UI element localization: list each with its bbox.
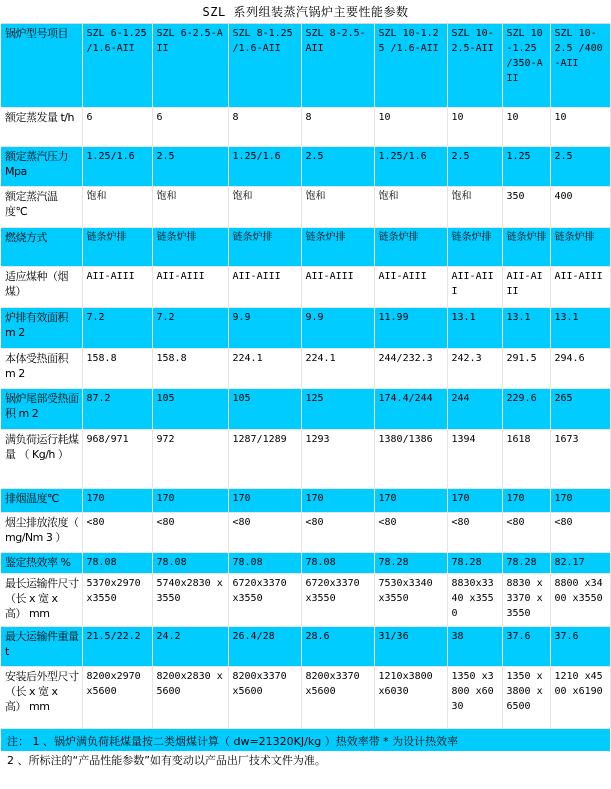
- table-cell: SZL 8-2.5-AII: [301, 24, 374, 107]
- table-cell: 38: [447, 626, 502, 666]
- table-cell: <80: [447, 512, 502, 552]
- row-label: 本体受热面积 m 2: [1, 348, 82, 388]
- table-cell: 1287/1289: [228, 429, 301, 488]
- row-label: 排烟温度℃: [1, 488, 82, 512]
- table-cell: 链条炉排: [301, 227, 374, 266]
- table-cell: 6: [152, 107, 228, 146]
- table-cell: 1.25: [502, 146, 550, 186]
- table-cell: 78.28: [374, 552, 447, 573]
- table-cell: 链条炉排: [228, 227, 301, 266]
- table-row: [1, 666, 610, 728]
- table-row: [1, 186, 610, 227]
- row-label: 安装后外型尺寸（长 x 宽 x 高） mm: [1, 666, 82, 728]
- table-cell: 244: [447, 388, 502, 429]
- table-cell: 链条炉排: [447, 227, 502, 266]
- table-cell: <80: [502, 512, 550, 552]
- table-cell: SZL 6-2.5-AII: [152, 24, 228, 107]
- table-cell: 224.1: [228, 348, 301, 388]
- table-cell: 10: [374, 107, 447, 146]
- table-cell: 350: [502, 186, 550, 227]
- table-cell: 78.08: [228, 552, 301, 573]
- row-label: 最长运输件尺寸（长 x 宽 x 高） mm: [1, 573, 82, 626]
- table-cell: 饱和: [152, 186, 228, 227]
- table-row: [1, 307, 610, 348]
- spec-sheet: [1, 1, 610, 770]
- table-cell: 8: [228, 107, 301, 146]
- table-cell: 170: [228, 488, 301, 512]
- row-label: 额定蒸发量 t/h: [1, 107, 82, 146]
- table-cell: 170: [82, 488, 152, 512]
- table-cell: 链条炉排: [82, 227, 152, 266]
- table-cell: AII-AIII: [550, 266, 610, 307]
- table-cell: 78.08: [301, 552, 374, 573]
- table-cell: 1350 x3800 x6500: [502, 666, 550, 728]
- table-cell: 1293: [301, 429, 374, 488]
- table-cell: 8800 x3400 x3550: [550, 573, 610, 626]
- table-row: [1, 573, 610, 626]
- table-cell: 8200x2830 x5600: [152, 666, 228, 728]
- table-cell: 24.2: [152, 626, 228, 666]
- table-cell: 1.25/1.6: [374, 146, 447, 186]
- table-cell: 125: [301, 388, 374, 429]
- table-cell: 972: [152, 429, 228, 488]
- table-row: [1, 107, 610, 146]
- table-cell: SZL 6-1.25 /1.6-AII: [82, 24, 152, 107]
- table-cell: 21.5/22.2: [82, 626, 152, 666]
- table-row: [1, 227, 610, 266]
- table-cell: 6720x3370 x3550: [228, 573, 301, 626]
- table-cell: 968/971: [82, 429, 152, 488]
- table-cell: 1394: [447, 429, 502, 488]
- notes: [1, 729, 610, 770]
- table-cell: SZL 10-2.5-AII: [447, 24, 502, 107]
- table-cell: 158.8: [152, 348, 228, 388]
- table-cell: 13.1: [447, 307, 502, 348]
- table-cell: 10: [550, 107, 610, 146]
- table-row: [1, 388, 610, 429]
- table-cell: 1210 x4500 x6190: [550, 666, 610, 728]
- table-cell: 105: [152, 388, 228, 429]
- table-cell: 1380/1386: [374, 429, 447, 488]
- table-cell: AII-AIII: [82, 266, 152, 307]
- table-cell: AII-AIII: [502, 266, 550, 307]
- table-cell: 5740x2830 x3550: [152, 573, 228, 626]
- table-cell: 7530x3340 x3550: [374, 573, 447, 626]
- table-cell: <80: [228, 512, 301, 552]
- table-cell: 9.9: [301, 307, 374, 348]
- table-cell: SZL 8-1.25 /1.6-AII: [228, 24, 301, 107]
- table-cell: 5370x2970 x3550: [82, 573, 152, 626]
- table-cell: SZL 10-2.5 /400-AII: [550, 24, 610, 107]
- table-cell: 1.25/1.6: [82, 146, 152, 186]
- table-cell: AII-AIII: [374, 266, 447, 307]
- table-cell: 13.1: [502, 307, 550, 348]
- table-cell: 9.9: [228, 307, 301, 348]
- row-label: 锅炉型号项目: [1, 24, 82, 107]
- table-cell: 26.4/28: [228, 626, 301, 666]
- table-cell: 78.08: [152, 552, 228, 573]
- table-cell: 2.5: [550, 146, 610, 186]
- table-cell: 31/36: [374, 626, 447, 666]
- table-cell: 78.08: [82, 552, 152, 573]
- table-cell: 8200x2970 x5600: [82, 666, 152, 728]
- table-cell: 7.2: [82, 307, 152, 348]
- row-label: 适应煤种（烟煤）: [1, 266, 82, 307]
- row-label: 满负荷运行耗煤量 （ Kg/h ）: [1, 429, 82, 488]
- table-cell: 饱和: [374, 186, 447, 227]
- table-cell: 294.6: [550, 348, 610, 388]
- table-row: [1, 488, 610, 512]
- row-label: 鉴定热效率 %: [1, 552, 82, 573]
- table-cell: AII-AIII: [228, 266, 301, 307]
- row-label: 燃烧方式: [1, 227, 82, 266]
- row-label: 锅炉尾部受热面积 m 2: [1, 388, 82, 429]
- page-title: SZL 系列组装蒸汽锅炉主要性能参数: [1, 1, 610, 24]
- table-cell: 37.6: [550, 626, 610, 666]
- table-cell: 244/232.3: [374, 348, 447, 388]
- table-cell: 2.5: [152, 146, 228, 186]
- table-cell: 链条炉排: [502, 227, 550, 266]
- table-cell: 13.1: [550, 307, 610, 348]
- table-cell: AII-AIII: [152, 266, 228, 307]
- table-cell: 82.17: [550, 552, 610, 573]
- table-cell: 饱和: [228, 186, 301, 227]
- table-cell: 6720x3370 x3550: [301, 573, 374, 626]
- table-cell: 242.3: [447, 348, 502, 388]
- table-cell: 170: [550, 488, 610, 512]
- table-cell: 291.5: [502, 348, 550, 388]
- table-cell: 78.28: [447, 552, 502, 573]
- row-label: 额定蒸汽温度℃: [1, 186, 82, 227]
- table-row: [1, 512, 610, 552]
- row-label: 最大运输件重量 t: [1, 626, 82, 666]
- table-cell: 1673: [550, 429, 610, 488]
- table-cell: 2.5: [301, 146, 374, 186]
- table-row: [1, 24, 610, 107]
- table-cell: <80: [550, 512, 610, 552]
- table-row: [1, 626, 610, 666]
- table-cell: 1350 x3800 x6030: [447, 666, 502, 728]
- table-cell: <80: [152, 512, 228, 552]
- table-cell: 8830 x3370 x3550: [502, 573, 550, 626]
- table-row: [1, 429, 610, 488]
- table-cell: 105: [228, 388, 301, 429]
- table-cell: 1.25/1.6: [228, 146, 301, 186]
- table-cell: 158.8: [82, 348, 152, 388]
- table-cell: 170: [374, 488, 447, 512]
- row-label: 炉排有效面积 m 2: [1, 307, 82, 348]
- table-cell: 170: [301, 488, 374, 512]
- table-cell: 11.99: [374, 307, 447, 348]
- table-cell: 170: [502, 488, 550, 512]
- table-row: [1, 552, 610, 573]
- table-cell: 400: [550, 186, 610, 227]
- table-row: [1, 266, 610, 307]
- table-cell: SZL 10-1.25 /350-AII: [502, 24, 550, 107]
- table-cell: 229.6: [502, 388, 550, 429]
- table-cell: 饱和: [82, 186, 152, 227]
- table-cell: 8200x3370 x5600: [228, 666, 301, 728]
- spec-table: [1, 24, 611, 729]
- table-cell: 1210x3800 x6030: [374, 666, 447, 728]
- table-cell: 链条炉排: [550, 227, 610, 266]
- table-cell: 饱和: [301, 186, 374, 227]
- table-cell: 1618: [502, 429, 550, 488]
- table-cell: 饱和: [447, 186, 502, 227]
- table-cell: 链条炉排: [152, 227, 228, 266]
- table-cell: SZL 10-1.25 /1.6-AII: [374, 24, 447, 107]
- table-cell: 78.28: [502, 552, 550, 573]
- table-cell: 8830x3340 x3550: [447, 573, 502, 626]
- spec-table-body: [1, 24, 610, 728]
- table-cell: 174.4/244: [374, 388, 447, 429]
- note-1: 注： 1 、锅炉满负荷耗煤量按二类烟煤计算（ dw=21320KJ/kg ）热效率带 * 为设计热效率: [1, 729, 610, 751]
- table-cell: <80: [301, 512, 374, 552]
- table-cell: 8: [301, 107, 374, 146]
- table-cell: 87.2: [82, 388, 152, 429]
- table-cell: 10: [502, 107, 550, 146]
- table-cell: 170: [447, 488, 502, 512]
- table-cell: 链条炉排: [374, 227, 447, 266]
- table-cell: 6: [82, 107, 152, 146]
- table-row: [1, 146, 610, 186]
- table-cell: 170: [152, 488, 228, 512]
- table-cell: <80: [374, 512, 447, 552]
- table-cell: AII-AIII: [447, 266, 502, 307]
- row-label: 额定蒸汽压力 Mpa: [1, 146, 82, 186]
- table-cell: 37.6: [502, 626, 550, 666]
- row-label: 烟尘排放浓度（ mg/Nm 3 ）: [1, 512, 82, 552]
- table-row: [1, 348, 610, 388]
- table-cell: 10: [447, 107, 502, 146]
- table-cell: 2.5: [447, 146, 502, 186]
- table-cell: 224.1: [301, 348, 374, 388]
- table-cell: AII-AIII: [301, 266, 374, 307]
- note-2: 2 、所标注的“产品性能参数”如有变动以产品出厂技术文件为准。: [7, 753, 326, 767]
- table-cell: 28.6: [301, 626, 374, 666]
- table-cell: <80: [82, 512, 152, 552]
- table-cell: 7.2: [152, 307, 228, 348]
- table-cell: 8200x3370 x5600: [301, 666, 374, 728]
- table-cell: 265: [550, 388, 610, 429]
